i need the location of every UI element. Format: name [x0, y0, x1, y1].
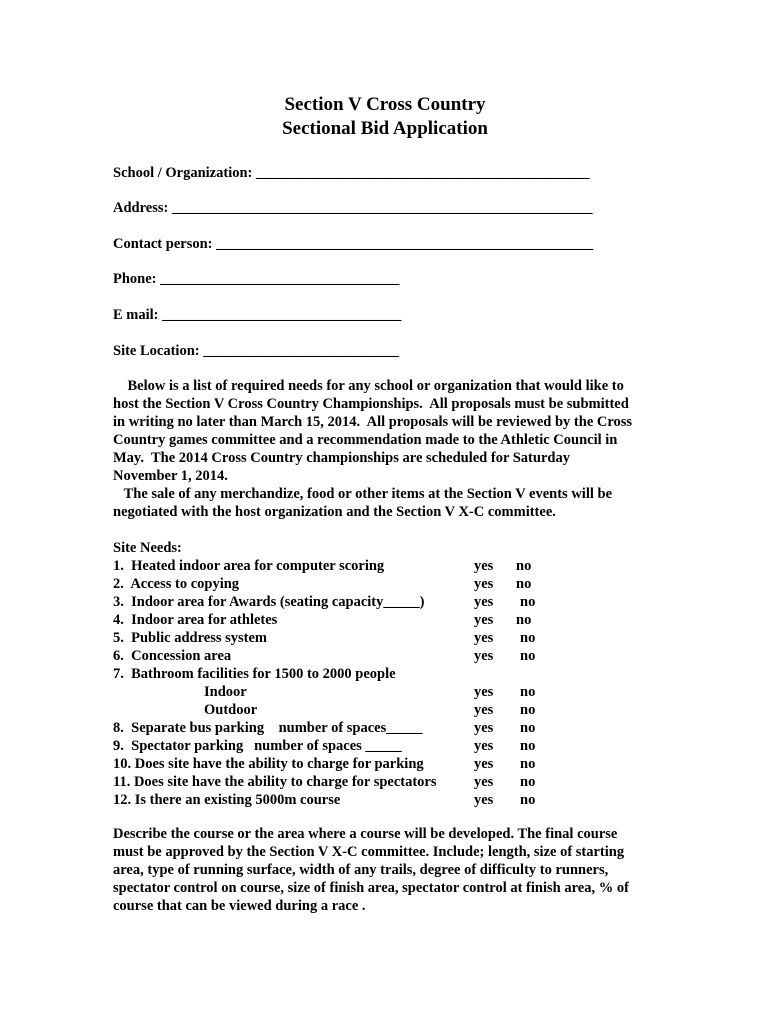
intro-line: Country games committee and a recommendation made to the Athletic Council in	[113, 432, 618, 448]
site-need-item: 5. Public address system	[113, 630, 268, 646]
yes-option[interactable]: yes	[474, 576, 494, 592]
no-option[interactable]: no	[520, 774, 536, 790]
yes-option[interactable]: yes	[474, 558, 494, 574]
no-option[interactable]: no	[520, 684, 536, 700]
yes-option[interactable]: yes	[474, 594, 494, 610]
no-option[interactable]: no	[520, 738, 536, 754]
yes-option[interactable]: yes	[474, 756, 494, 772]
site-need-item: 9. Spectator parking number of spaces _____	[113, 738, 402, 754]
site-need-item: 11. Does site have the ability to charge for spectators	[113, 774, 437, 790]
address-field[interactable]: Address: __________________________________________________________	[113, 200, 593, 216]
site-need-item: 1. Heated indoor area for computer scoring	[113, 558, 385, 574]
no-option[interactable]: no	[520, 648, 536, 664]
site-need-item: 3. Indoor area for Awards (seating capacity_____)	[113, 594, 425, 610]
site-needs-heading: Site Needs:	[113, 540, 182, 556]
no-option[interactable]: no	[520, 630, 536, 646]
no-option[interactable]: no	[520, 594, 536, 610]
phone-field[interactable]: Phone: _________________________________	[113, 271, 400, 287]
site-need-item: 6. Concession area	[113, 648, 232, 664]
no-option[interactable]: no	[520, 720, 536, 736]
yes-option[interactable]: yes	[474, 792, 494, 808]
yes-option[interactable]: yes	[474, 720, 494, 736]
describe-line: area, type of running surface, width of any trails, degree of difficulty to runners,	[113, 862, 609, 878]
no-option[interactable]: no	[516, 612, 532, 628]
yes-option[interactable]: yes	[474, 684, 494, 700]
yes-option[interactable]: yes	[474, 738, 494, 754]
title-line-2: Sectional Bid Application	[282, 118, 488, 139]
intro-line: in writing no later than March 15, 2014. All proposals will be reviewed by the Cross	[113, 414, 633, 430]
describe-line: Describe the course or the area where a course will be developed. The final course	[113, 826, 618, 842]
intro-line: May. The 2014 Cross Country championships are scheduled for Saturday	[113, 450, 570, 466]
no-option[interactable]: no	[516, 558, 532, 574]
site-need-item: 4. Indoor area for athletes	[113, 612, 278, 628]
site-need-subitem: Indoor	[204, 684, 247, 700]
site-need-item: 2. Access to copying	[113, 576, 240, 592]
describe-line: course that can be viewed during a race .	[113, 898, 366, 914]
yes-option[interactable]: yes	[474, 648, 494, 664]
site-need-subitem: Outdoor	[204, 702, 258, 718]
intro-line: negotiated with the host organization and the Section V X-C committee.	[113, 504, 556, 520]
no-option[interactable]: no	[516, 576, 532, 592]
intro-line: The sale of any merchandize, food or other items at the Section V events will be	[113, 486, 613, 502]
site-location-field[interactable]: Site Location: ___________________________	[113, 343, 399, 359]
no-option[interactable]: no	[520, 792, 536, 808]
title-line-1: Section V Cross Country	[284, 94, 486, 115]
yes-option[interactable]: yes	[474, 702, 494, 718]
no-option[interactable]: no	[520, 756, 536, 772]
intro-line: host the Section V Cross Country Championships. All proposals must be submitted	[113, 396, 629, 412]
school-field[interactable]: School / Organization: ______________________________________________	[113, 165, 590, 181]
no-option[interactable]: no	[520, 702, 536, 718]
site-need-item: 8. Separate bus parking number of spaces_____	[113, 720, 423, 736]
yes-option[interactable]: yes	[474, 612, 494, 628]
intro-line: Below is a list of required needs for any school or organization that would like to	[113, 378, 624, 394]
describe-line: must be approved by the Section V X-C committee. Include; length, size of starting	[113, 844, 625, 860]
yes-option[interactable]: yes	[474, 630, 494, 646]
describe-line: spectator control on course, size of finish area, spectator control at finish area, % of	[113, 880, 629, 896]
intro-line: November 1, 2014.	[113, 468, 228, 484]
site-need-item: 7. Bathroom facilities for 1500 to 2000 people	[113, 666, 396, 682]
site-need-item: 10. Does site have the ability to charge for parking	[113, 756, 424, 772]
yes-option[interactable]: yes	[474, 774, 494, 790]
contact-field[interactable]: Contact person: ____________________________________________________	[113, 236, 594, 252]
email-field[interactable]: E mail: _________________________________	[113, 307, 402, 323]
site-need-item: 12. Is there an existing 5000m course	[113, 792, 341, 808]
